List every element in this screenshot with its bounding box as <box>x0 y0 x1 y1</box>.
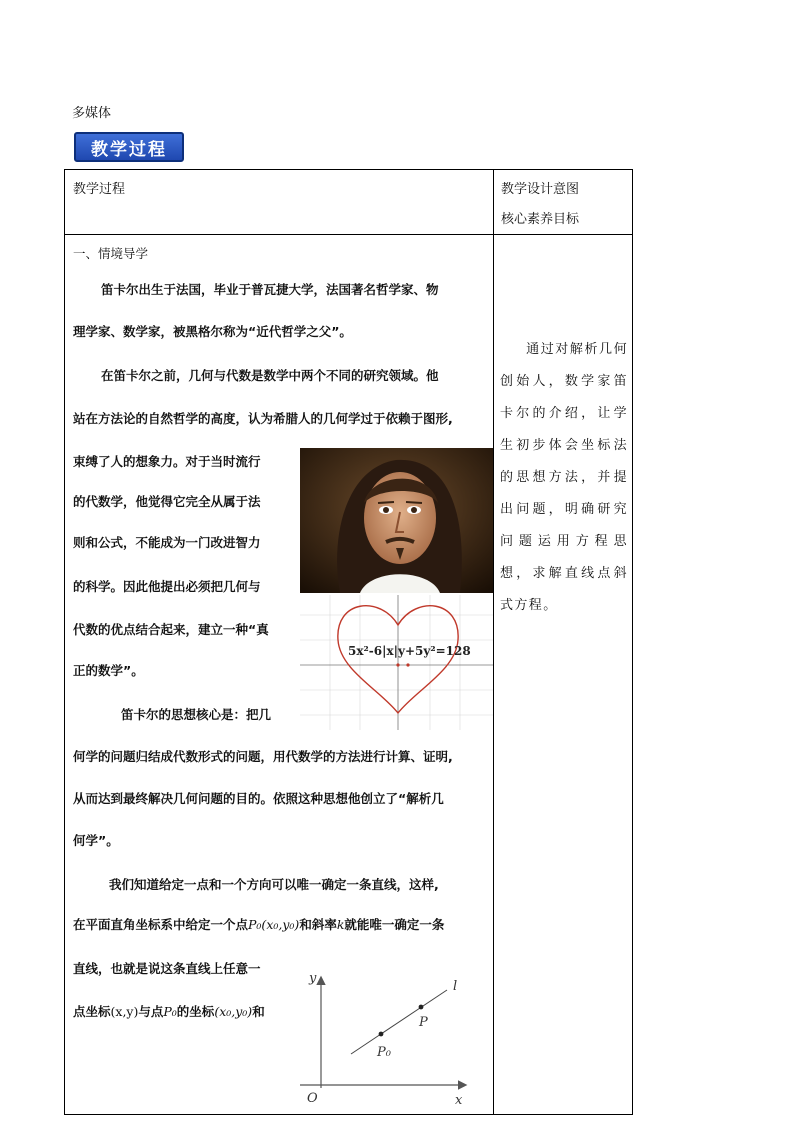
portrait-svg <box>300 448 493 593</box>
lesson-table <box>64 169 633 1115</box>
line-label: l <box>453 979 458 994</box>
math-point: P₀(x₀,y₀) <box>248 917 300 932</box>
math-xy: (x,y) <box>110 1004 139 1019</box>
paragraph-line: 的代数学，他觉得它完全从属于法 <box>73 494 261 509</box>
header-teaching-process: 教学过程 <box>73 182 126 197</box>
text-run: 在平面直角坐标系中给定一个点 <box>73 917 249 932</box>
line-svg <box>295 968 470 1108</box>
paragraph-line: 则和公式，不能成为一门改进智力 <box>73 535 261 550</box>
paragraph-line: 何学的问题归结成代数形式的问题，用代数学的方法进行计算、证明, <box>73 749 453 764</box>
text-run: 和 <box>252 1004 265 1019</box>
header-core-literacy: 核心素养目标 <box>501 212 580 227</box>
line-l <box>351 990 447 1054</box>
heart-svg <box>300 595 493 730</box>
paragraph-line: 的科学。因此他提出必须把几何与 <box>73 579 261 594</box>
paragraph-line-point-slope <box>73 915 444 933</box>
point-p-label: P <box>419 1015 428 1030</box>
math-slope: k <box>336 917 345 932</box>
descartes-portrait <box>300 448 493 593</box>
header-divider <box>65 234 632 235</box>
point-p0-label: P₀ <box>377 1045 391 1060</box>
y-axis-label: y <box>309 971 317 986</box>
column-divider <box>493 170 494 1114</box>
paragraph-line: 代数的优点结合起来，建立一种“真 <box>73 622 269 637</box>
paragraph-line: 我们知道给定一点和一个方向可以唯一确定一条直线，这样, <box>109 877 439 892</box>
text-run: 点坐标 <box>73 1004 111 1019</box>
x-axis-label: x <box>455 1093 463 1108</box>
paragraph-line: 正的数学”。 <box>73 663 144 678</box>
paragraph-line: 在笛卡尔之前，几何与代数是数学中两个不同的研究领域。他 <box>101 368 439 383</box>
line-coordinate-figure <box>295 968 470 1108</box>
paragraph-line: 直线，也就是说这条直线上任意一 <box>73 961 261 976</box>
math-coord: (x₀,y₀) <box>214 1004 253 1019</box>
heart-curve-figure <box>300 595 493 730</box>
paragraph-line: 何学”。 <box>73 833 119 848</box>
paragraph-line: 理学家、数学家，被黑格尔称为“近代哲学之父”。 <box>73 324 352 339</box>
text-run: 就能唯一确定一条 <box>344 917 445 932</box>
multimedia-label: 多媒体 <box>72 106 112 121</box>
heart-equation: 5x²-6|x|y+5y²=128 <box>348 644 471 658</box>
section-heading: 一、情境导学 <box>73 246 149 261</box>
side-note-text: 通过对解析几何创始人，数学家笛卡尔的介绍，让学生初步体会坐标法的思想方法，并提出问题，明确研究问题运用方程思想，求解直线点斜式方程。 <box>500 342 628 613</box>
paragraph-line: 笛卡尔的思想核心是：把几 <box>121 707 272 722</box>
text-run: 与点 <box>138 1004 164 1019</box>
text-run: 和斜率 <box>299 917 337 932</box>
origin-label: O <box>307 1091 318 1106</box>
design-intent-note <box>500 334 628 622</box>
text-run: 的坐标 <box>176 1004 215 1019</box>
paragraph-line: 束缚了人的想象力。对于当时流行 <box>73 454 261 469</box>
math-p0: P₀ <box>163 1004 177 1019</box>
header-design-intent: 教学设计意图 <box>501 182 580 197</box>
paragraph-line: 笛卡尔出生于法国，毕业于普瓦捷大学，法国著名哲学家、物 <box>101 282 439 297</box>
point-p0 <box>379 1032 384 1037</box>
paragraph-line: 站在方法论的自然哲学的高度，认为希腊人的几何学过于依赖于图形, <box>73 411 453 426</box>
paragraph-line: 从而达到最终解决几何问题的目的。依照这种思想他创立了“解析几 <box>73 791 444 806</box>
section-banner: 教学过程 <box>74 132 184 162</box>
paragraph-line-coords <box>73 1002 265 1020</box>
point-p <box>419 1005 424 1010</box>
